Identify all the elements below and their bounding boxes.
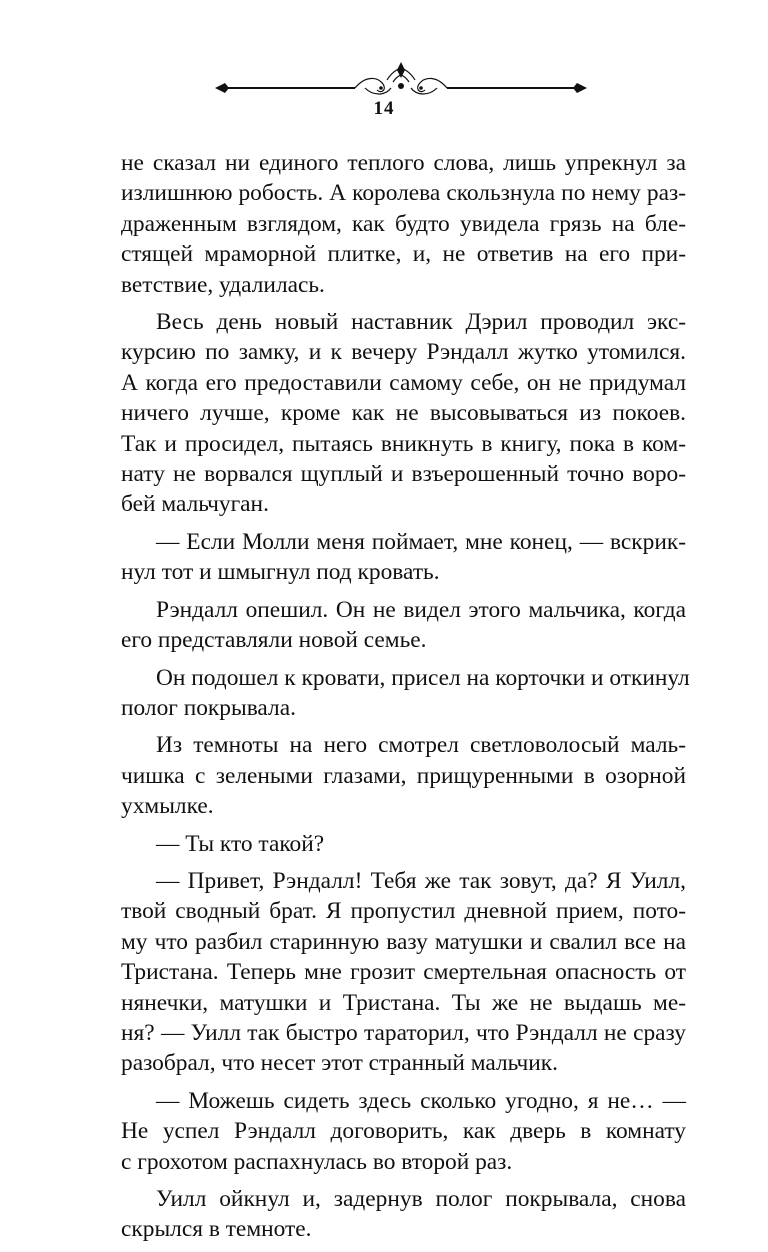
paragraph [121, 1184, 686, 1245]
text-line: А когда его предоставили самому себе, он не придумал [121, 369, 686, 396]
paragraph [121, 829, 686, 859]
text-line: нянечки, матушки и Тристана. Ты же не выдашь ме- [121, 989, 686, 1016]
text-line: ничего лучше, кроме как не высовываться из покоев. [121, 400, 686, 427]
paragraph [121, 866, 686, 1079]
text-line: нул тот и шмыгнул под кровать. [121, 559, 440, 586]
text-line: — Привет, Рэндалл! Тебя же так зовут, да? Я Уилл, [156, 867, 686, 894]
text-line: му что разбил старинную вазу матушки и свалил все на [121, 928, 686, 955]
text-line: Тристана. Теперь мне грозит смертельная опасность от [121, 959, 686, 986]
text-line: ня? — Уилл так быстро тараторил, что Рэндалл не сразу [121, 1019, 686, 1046]
text-line: полог покрывала. [121, 694, 296, 721]
paragraph [121, 730, 686, 821]
text-line: — Если Молли меня поймает, мне конец, — вскрик- [156, 528, 686, 555]
text-line: драженным взглядом, как будто увидела грязь на бле- [121, 210, 686, 237]
text-line: ветствие, удалилась. [121, 271, 325, 298]
paragraph [121, 663, 690, 724]
text-line: Весь день новый наставник Дэрил проводил экс- [156, 309, 686, 336]
text-line: разобрал, что несет этот странный мальчик. [121, 1050, 559, 1077]
paragraph [121, 148, 686, 300]
text-line: нату не ворвался щуплый и взъерошенный точно воро- [121, 461, 686, 488]
text-line: твой сводный брат. Я пропустил дневной прием, пото- [121, 898, 686, 925]
text-line: ухмылке. [121, 793, 214, 820]
text-line: стящей мраморной плитке, и, не ответив на его при- [121, 241, 686, 268]
paragraph [121, 527, 686, 588]
text-line: его представляли новой семье. [121, 627, 427, 654]
text-line: — Можешь сидеть здесь сколько угодно, я не… — [156, 1087, 686, 1114]
paragraph [121, 595, 686, 656]
text-line: Он подошел к кровати, присел на корточки и откинул [156, 664, 690, 691]
text-line: бей мальчуган. [121, 491, 269, 518]
text-line: чишка с зелеными глазами, прищуренными в озорной [121, 762, 686, 789]
text-line: не сказал ни единого теплого слова, лишь упрекнул за [121, 150, 686, 176]
text-line: курсию по замку, и к вечеру Рэндалл жутко утомился. [121, 339, 686, 366]
text-line: — Ты кто такой? [156, 830, 325, 857]
page-number: 14 [373, 98, 395, 119]
text-line: с грохотом распахнулась во второй раз. [121, 1148, 513, 1175]
body-text [121, 148, 690, 1252]
header-ornament [215, 58, 587, 102]
text-line: Из темноты на него смотрел светловолосый маль- [156, 732, 686, 759]
text-line: Уилл ойкнул и, задернув полог покрывала, снова [156, 1186, 686, 1212]
text-line: Так и просидел, пытаясь вникнуть в книгу, пока в ком- [121, 430, 686, 457]
text-line: Рэндалл опешил. Он не видел этого мальчика, когда [156, 596, 686, 623]
text-line: Не успел Рэндалл договорить, как дверь в комнату [121, 1118, 686, 1145]
text-line: скрылся в темноте. [121, 1216, 312, 1243]
paragraph [121, 307, 686, 520]
text-line: излишнюю робость. А королева скользнула по нему раз- [121, 180, 686, 207]
paragraph [121, 1086, 686, 1177]
